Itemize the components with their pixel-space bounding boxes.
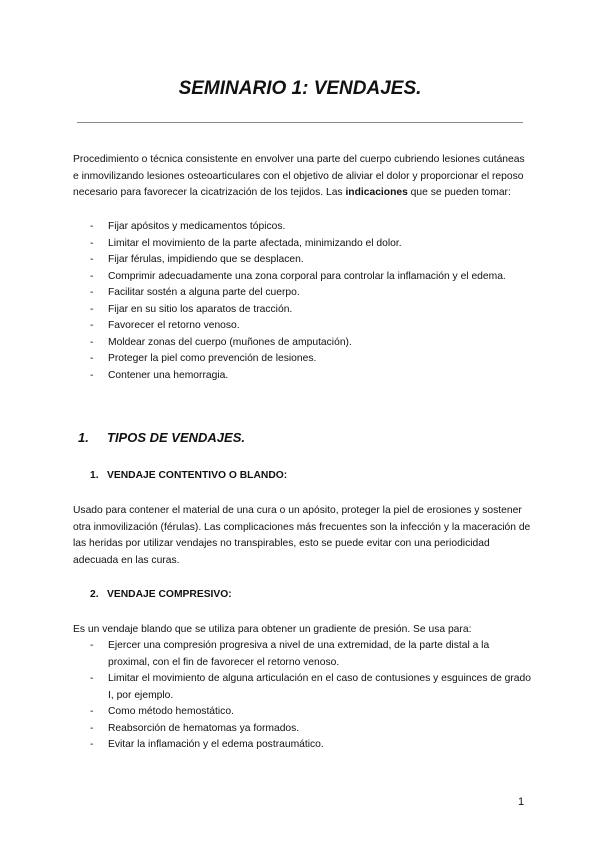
list-item: - Moldear zonas del cuerpo (muñones de amputación).	[73, 335, 533, 352]
subsection-heading-contentivo	[90, 470, 287, 481]
list-item: - Favorecer el retorno venoso.	[73, 318, 533, 335]
section-heading	[73, 430, 245, 445]
indications-list	[73, 219, 533, 384]
section-number: 1.	[78, 430, 89, 445]
list-item: - Evitar la inflamación y el edema postraumático.	[73, 737, 533, 754]
compresivo-paragraph: Es un vendaje blando que se utiliza para obtener un gradiente de presión. Se usa para:	[73, 624, 472, 635]
intro-bold-term: indicaciones	[345, 187, 408, 198]
list-item: - Fijar férulas, impidiendo que se desplacen.	[73, 252, 533, 269]
list-item: - Reabsorción de hematomas ya formados.	[73, 721, 533, 738]
list-item: - Contener una hemorragia.	[73, 368, 533, 385]
subsection-heading-compresivo	[90, 589, 232, 600]
subsection-number: 2.	[90, 589, 99, 600]
list-item: - Como método hemostático.	[73, 704, 533, 721]
subsection-number: 1.	[90, 470, 99, 481]
section-title: TIPOS DE VENDAJES.	[107, 430, 245, 445]
intro-text-start: Procedimiento o técnica consistente en envolver una parte del cuerpo cubriendo lesiones cutáneas e inmovilizando lesiones osteoarticulares con el objetivo de aliviar el dolor y proporcionar el reposo necesario para favorecer la cicatrización de los tejidos. Las	[73, 154, 525, 198]
document-title: SEMINARIO 1: VENDAJES.	[178, 78, 422, 99]
list-item: - Fijar en su sitio los aparatos de tracción.	[73, 302, 533, 319]
list-item: - Fijar apósitos y medicamentos tópicos.	[73, 219, 533, 236]
list-item: - Proteger la piel como prevención de lesiones.	[73, 351, 533, 368]
page-number: 1	[518, 796, 525, 808]
subsection-title: VENDAJE CONTENTIVO O BLANDO:	[107, 470, 288, 481]
list-item: - Ejercer una compresión progresiva a nivel de una extremidad, de la parte distal a la proximal, con el fin de favorecer el retorno venoso.	[73, 638, 533, 671]
intro-paragraph	[73, 152, 533, 202]
contentivo-paragraph: Usado para contener el material de una cura o un apósito, proteger la piel de erosiones y sostener otra inmovilización (férulas). Las complicaciones más frecuentes son la infección y la maceración de las heridas por utilizar vendajes no transpirables, esto se puede evitar con una periodicidad adecuada en las curas.	[73, 505, 531, 566]
title-divider	[77, 122, 523, 123]
list-item: - Comprimir adecuadamente una zona corporal para controlar la inflamación y el edema.	[73, 269, 533, 286]
list-item: - Limitar el movimiento de la parte afectada, minimizando el dolor.	[73, 236, 533, 253]
intro-text-end: que se pueden tomar:	[407, 187, 511, 198]
list-item: - Facilitar sostén a alguna parte del cuerpo.	[73, 285, 533, 302]
subsection-title: VENDAJE COMPRESIVO:	[107, 589, 232, 600]
list-item: - Limitar el movimiento de alguna articulación en el caso de contusiones y esguinces de grado I, por ejemplo.	[73, 671, 533, 704]
compresivo-uses-list	[73, 638, 533, 754]
